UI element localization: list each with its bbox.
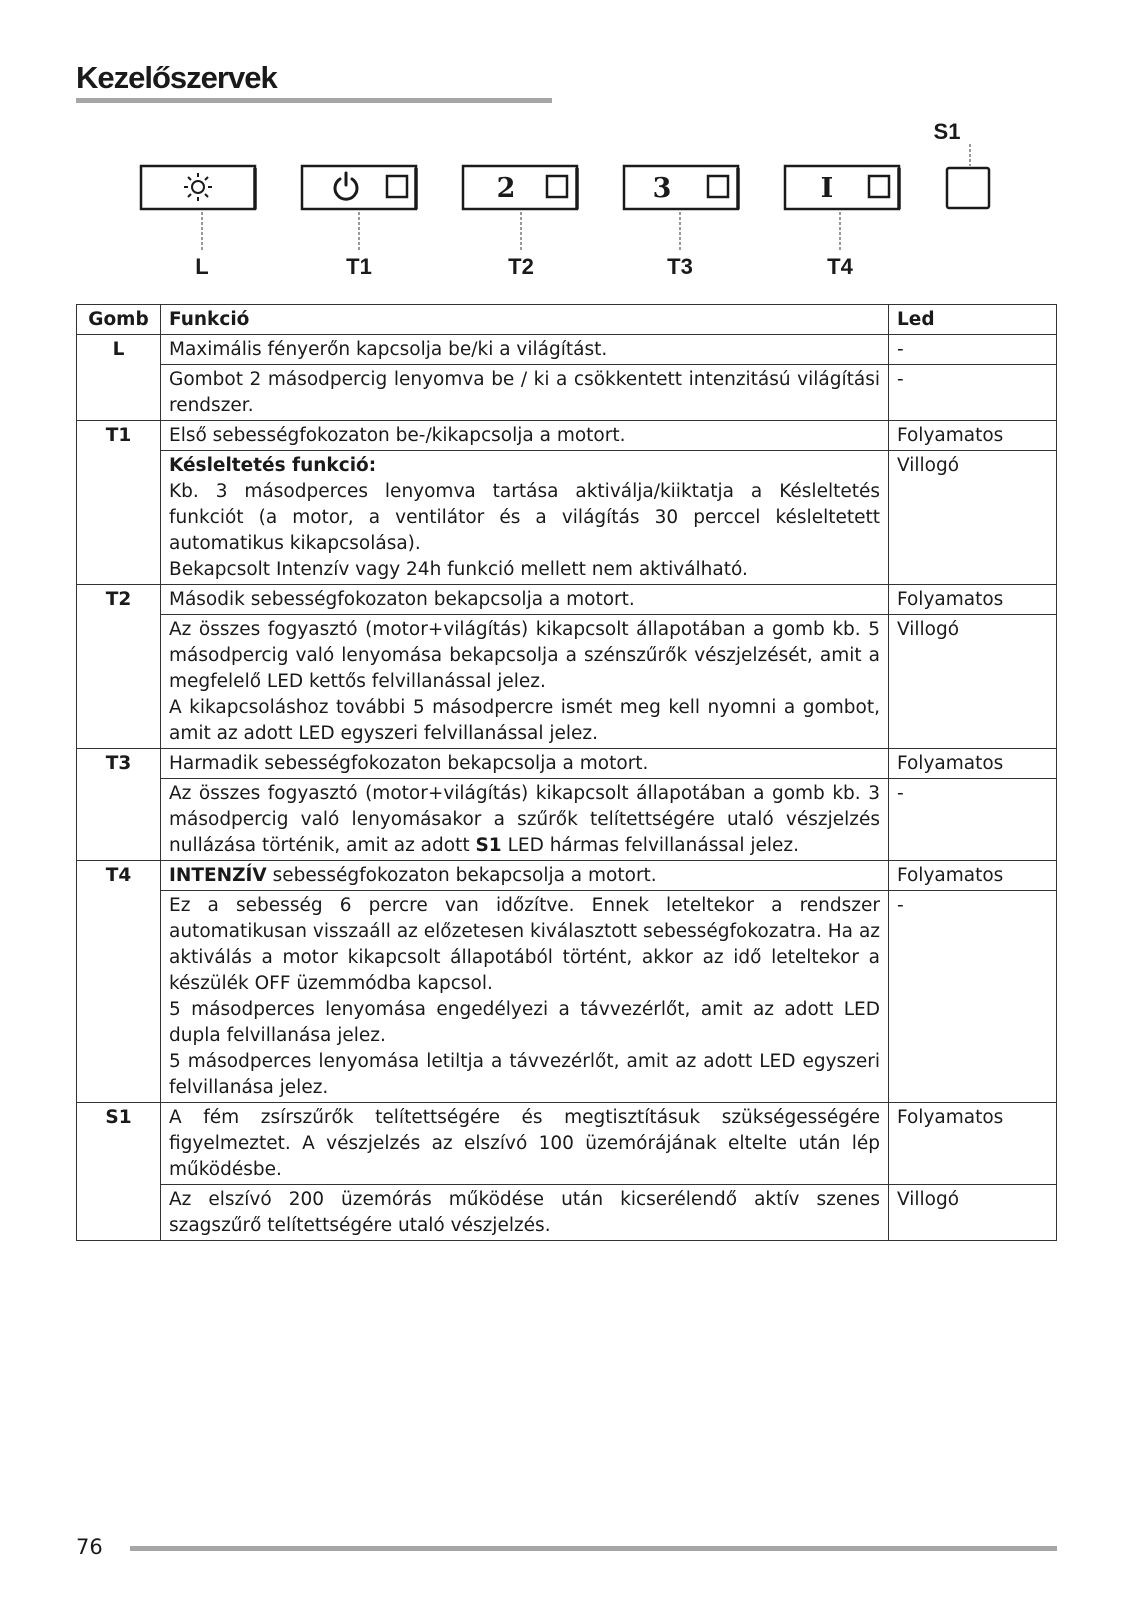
- page-title: Kezelőszervek: [76, 60, 277, 95]
- table-row: [77, 335, 1057, 365]
- label-t2: T2: [508, 254, 534, 279]
- header-gomb: Gomb: [77, 305, 161, 335]
- table-row: [77, 749, 1057, 779]
- t3-glyph: 3: [652, 173, 672, 204]
- cell-led: -: [889, 365, 1057, 421]
- text-line: 5 másodperces lenyomása engedélyezi a távvezérlőt, amit az adott LED dupla felvillanása jelez.: [169, 999, 880, 1046]
- cell-gomb: T2: [77, 585, 161, 749]
- cell-led: Villogó: [889, 451, 1057, 585]
- text-line: Az összes fogyasztó (motor+világítás) kikapcsolt állapotában a gomb kb. 5 másodpercig való lenyomása bekapcsolja a szénszűrők vészjelzését, amit a megfelelő LED kettős felvillanással jelez.: [169, 619, 880, 692]
- cell-gomb: T4: [77, 861, 161, 1103]
- title-underline: [76, 98, 552, 103]
- label-t3: T3: [667, 254, 693, 279]
- text-line: 5 másodperces lenyomása letiltja a távvezérlőt, amit az adott LED egyszeri felvillanása jelez.: [169, 1051, 880, 1098]
- cell-gomb: S1: [77, 1103, 161, 1241]
- cell-funkcio: [161, 779, 889, 861]
- label-s1: S1: [933, 119, 961, 144]
- text-line: Kb. 3 másodperces lenyomva tartása aktiválja/kiiktatja a Késleltetés funkciót (a motor, a ventilátor és a világítás 30 perccel késleltetett automatikus kikapcsolása).: [169, 481, 880, 554]
- footer-rule: [130, 1546, 1057, 1551]
- page-number: 76: [76, 1535, 103, 1559]
- text-fragment: Az összes fogyasztó (motor+világítás) kikapcsolt állapotában a gomb kb. 3 másodpercig való lenyomásakor a szűrők telítettségére utaló vészjelzés nullázása történik, amit az adott: [169, 783, 880, 856]
- cell-funkcio: Első sebességfokozaton be-/kikapcsolja a motort.: [161, 421, 889, 451]
- button-t1[interactable]: [302, 166, 416, 209]
- intensive-label: INTENZÍV: [169, 865, 267, 886]
- table-header-row: [77, 305, 1057, 335]
- cell-led: Villogó: [889, 615, 1057, 749]
- cell-led: Folyamatos: [889, 749, 1057, 779]
- cell-funkcio: [161, 451, 889, 585]
- cell-funkcio: [161, 861, 889, 891]
- cell-led: Folyamatos: [889, 421, 1057, 451]
- table-row: [77, 615, 1057, 749]
- cell-gomb: T3: [77, 749, 161, 861]
- t2-led: [547, 176, 567, 197]
- t1-led: [387, 176, 407, 197]
- cell-led: Folyamatos: [889, 861, 1057, 891]
- cell-funkcio: A fém zsírszűrők telítettségére és megtisztításuk szükségességére figyelmeztet. A vészjelzés az elszívó 100 üzemórájának eltelte után lép működésbe.: [161, 1103, 889, 1185]
- functions-table: [76, 304, 1057, 1241]
- cell-led: Folyamatos: [889, 1103, 1057, 1185]
- cell-funkcio: [161, 891, 889, 1103]
- t4-glyph: I: [820, 173, 834, 204]
- table-row: [77, 421, 1057, 451]
- cell-funkcio: Gombot 2 másodpercig lenyomva be / ki a csökkentett intenzitású világítási rendszer.: [161, 365, 889, 421]
- cell-led: -: [889, 891, 1057, 1103]
- t4-led: [869, 176, 889, 197]
- cell-led: -: [889, 779, 1057, 861]
- table-row: [77, 585, 1057, 615]
- cell-funkcio: Maximális fényerőn kapcsolja be/ki a világítást.: [161, 335, 889, 365]
- button-l[interactable]: [141, 166, 255, 209]
- s1-led-indicator: [947, 168, 989, 208]
- button-t4[interactable]: [785, 166, 899, 209]
- cell-led: -: [889, 335, 1057, 365]
- label-t4: T4: [827, 254, 853, 279]
- cell-led: Villogó: [889, 1185, 1057, 1241]
- cell-led: Folyamatos: [889, 585, 1057, 615]
- button-t3[interactable]: [624, 166, 738, 209]
- t3-led: [708, 176, 728, 197]
- delay-function-heading: Késleltetés funkció:: [169, 455, 377, 476]
- text-line: Ez a sebesség 6 percre van időzítve. Ennek leteltekor a rendszer automatikusan visszaáll az előzetesen kiválasztott sebességfokozatra. Ha az aktiválás a motor kikapcsolt állapotából történt, akkor az idő leteltekor a készülék OFF üzemmódba kapcsol.: [169, 895, 880, 994]
- header-funkcio: Funkció: [161, 305, 889, 335]
- cell-funkcio: [161, 615, 889, 749]
- table-row: [77, 451, 1057, 585]
- t2-glyph: 2: [496, 173, 516, 204]
- header-led: Led: [889, 305, 1057, 335]
- cell-funkcio: Harmadik sebességfokozaton bekapcsolja a motort.: [161, 749, 889, 779]
- label-t1: T1: [346, 254, 372, 279]
- table-row: [77, 861, 1057, 891]
- cell-gomb: L: [77, 335, 161, 421]
- text-fragment: sebességfokozaton bekapcsolja a motort.: [266, 865, 657, 886]
- cell-funkcio: Második sebességfokozaton bekapcsolja a motort.: [161, 585, 889, 615]
- table-row: [77, 365, 1057, 421]
- text-fragment: LED hármas felvillanással jelez.: [501, 835, 799, 856]
- control-panel-diagram: [0, 118, 1133, 293]
- table-row: [77, 1103, 1057, 1185]
- text-line: Bekapcsolt Intenzív vagy 24h funkció mellett nem aktiválható.: [169, 559, 748, 580]
- table-row: [77, 1185, 1057, 1241]
- button-t2[interactable]: [463, 166, 577, 209]
- table-row: [77, 891, 1057, 1103]
- label-l: L: [195, 254, 209, 279]
- table-row: [77, 779, 1057, 861]
- text-line: A kikapcsoláshoz további 5 másodpercre ismét meg kell nyomni a gombot, amit az adott LED egyszeri felvillanással jelez.: [169, 697, 880, 744]
- cell-gomb: T1: [77, 421, 161, 585]
- s1-reference: S1: [475, 835, 502, 856]
- cell-funkcio: Az elszívó 200 üzemórás működése után kicserélendő aktív szenes szagszűrő telítettségére utaló vészjelzés.: [161, 1185, 889, 1241]
